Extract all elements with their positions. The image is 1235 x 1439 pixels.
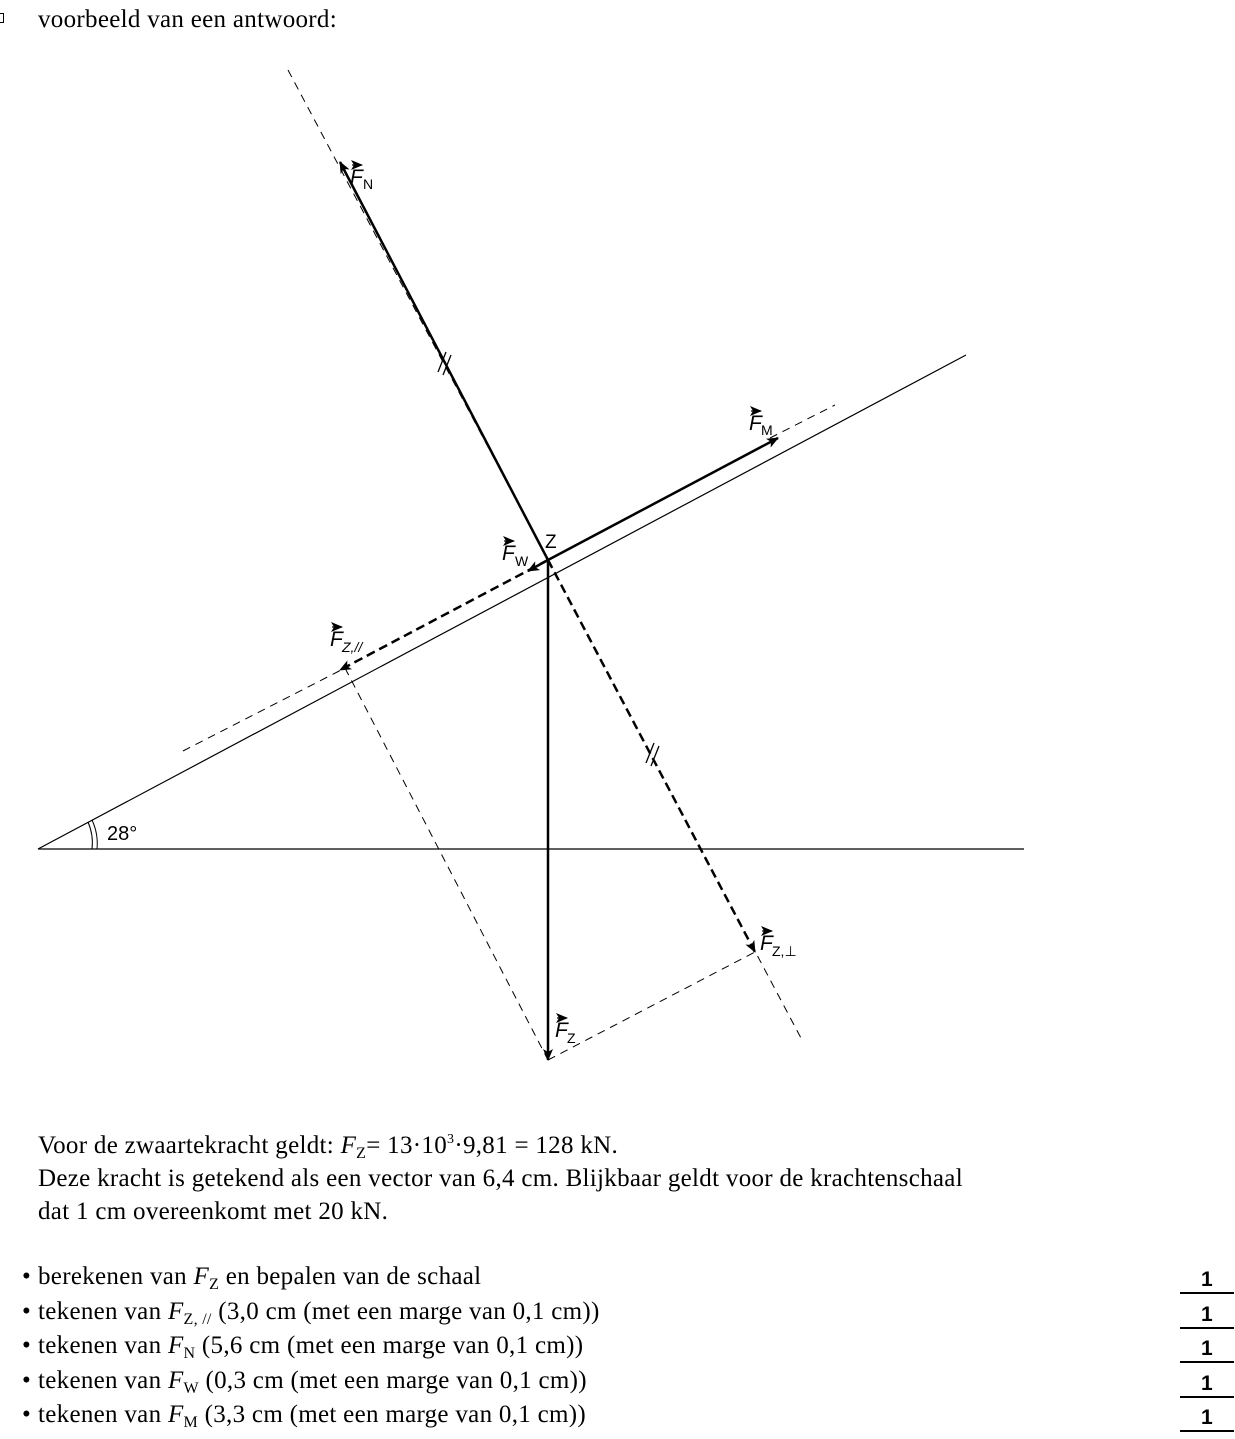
- parallel-dashed-line-upper: [770, 405, 835, 438]
- equal-length-mark-2: [646, 743, 659, 766]
- criterion-row: • berekenen van $F_Z$ en bepalen van de schaal 1: [0, 1263, 1235, 1298]
- calc-line-3: dat 1 cm overeenkomt met 20 kN.: [38, 1198, 389, 1225]
- construction-line-2: [548, 952, 755, 1060]
- calc-line-2: Deze kracht is getekend als een vector van 6,4 cm. Blijkbaar geldt voor de krachtenschaal: [38, 1165, 963, 1192]
- scoring-criteria: [0, 1263, 1235, 1436]
- svg-text:Z: Z: [567, 1030, 576, 1046]
- points-value: 1: [1180, 1332, 1234, 1363]
- svg-text:F: F: [555, 1019, 568, 1042]
- label-FZ: [555, 1018, 576, 1046]
- angle-arc-2: [88, 822, 92, 849]
- svg-text:N: N: [363, 176, 374, 192]
- parallel-dashed-line-lower: [183, 668, 345, 751]
- bullet-icon: •: [22, 1297, 32, 1325]
- point-label-Z: Z: [545, 532, 557, 553]
- svg-text:Z,//: Z,//: [342, 639, 363, 655]
- bullet-icon: •: [22, 1401, 32, 1428]
- vector-FZpar: [340, 560, 548, 670]
- label-FM: [749, 411, 773, 438]
- svg-text:W: W: [515, 553, 529, 569]
- incline-line: [38, 355, 966, 849]
- svg-text:F: F: [330, 628, 343, 651]
- calc-line-1: Voor de zwaartekracht geldt: $F_Z= 13\cdot 10^3\cdot 9,81 = 128$ kN.: [38, 1132, 619, 1162]
- bullet-icon: •: [22, 1332, 32, 1359]
- intro-text: voorbeeld van een antwoord:: [38, 6, 337, 33]
- points-value: 1: [1180, 1298, 1234, 1329]
- angle-label: 28°: [107, 823, 138, 845]
- svg-text:Z,⊥: Z,⊥: [772, 943, 797, 959]
- vector-FN: [340, 162, 548, 560]
- points-value: 1: [1180, 1367, 1234, 1398]
- label-FW: [502, 541, 529, 569]
- construction-line-1: [345, 668, 548, 1060]
- svg-text:F: F: [502, 542, 515, 565]
- vector-FM: [548, 438, 778, 560]
- vector-FZperp: [548, 560, 755, 952]
- label-FZpar: [330, 627, 364, 655]
- svg-text:F: F: [749, 412, 762, 435]
- bullet-icon: •: [22, 1366, 32, 1394]
- svg-text:F: F: [350, 166, 363, 189]
- criterion-row: • tekenen van $F_M$ (3,3 cm (met een marge van 0,1 cm)) 1: [0, 1401, 1235, 1436]
- label-FN: [350, 165, 373, 192]
- label-FZperp: [760, 931, 797, 959]
- svg-text:M: M: [761, 422, 773, 438]
- points-value: 1: [1180, 1263, 1234, 1294]
- criterion-row: • tekenen van $F_W$ (0,3 cm (met een marge van 0,1 cm)) 1: [0, 1367, 1235, 1402]
- bullet-icon: •: [22, 1263, 32, 1290]
- criterion-row: • tekenen van $F_{Z, //}$ (3,0 cm (met een marge van 0,1 cm)) 1: [0, 1298, 1235, 1333]
- calculation-block: [38, 1129, 963, 1228]
- svg-text:F: F: [760, 932, 773, 955]
- points-value: 1: [1180, 1401, 1234, 1432]
- criterion-row: • tekenen van $F_N$ (5,6 cm (met een marge van 0,1 cm)) 1: [0, 1332, 1235, 1367]
